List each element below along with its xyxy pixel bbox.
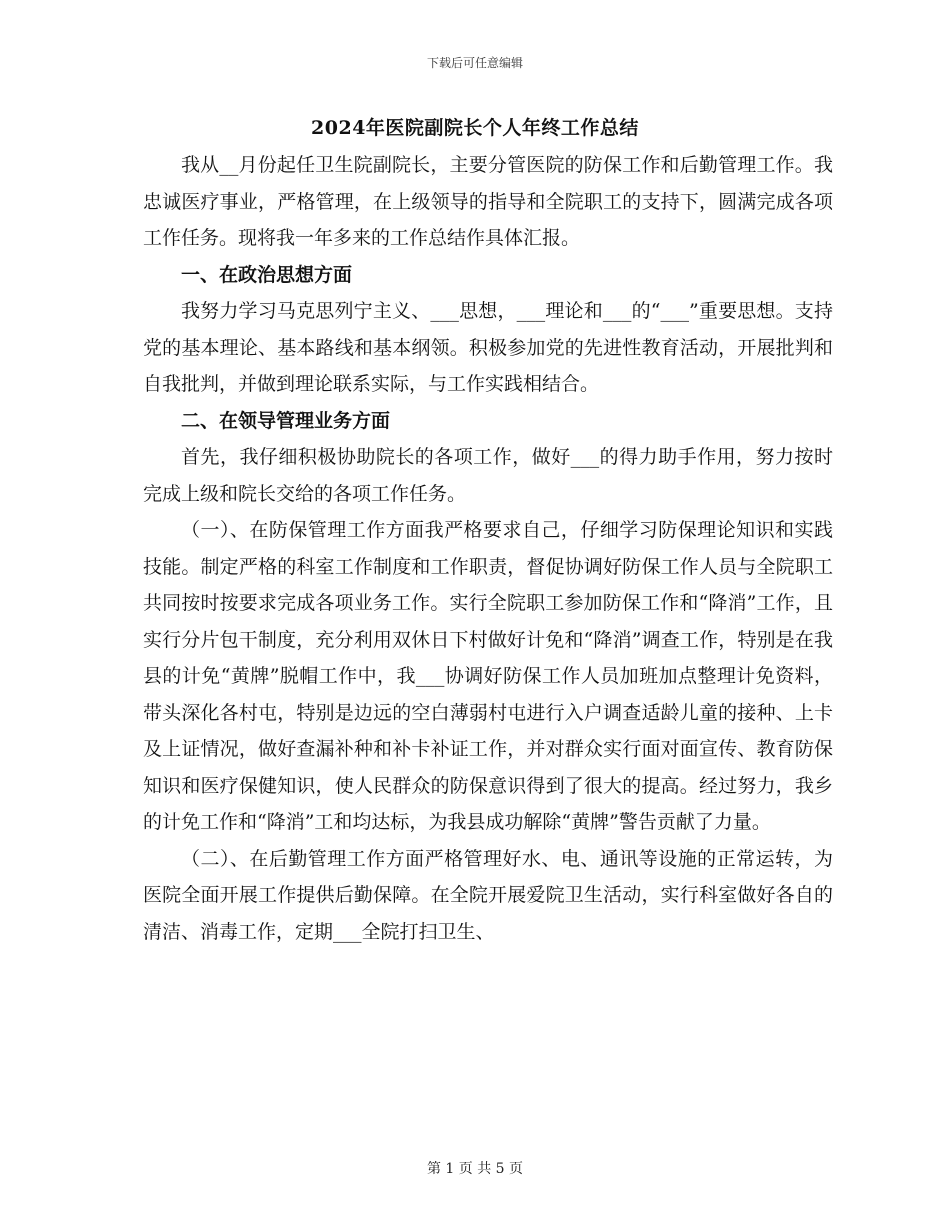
- management-intro-paragraph: 首先，我仔细积极协助院长的各项工作，做好___的得力助手作用，努力按时完成上级和院长交给的各项工作任务。: [143, 446, 833, 505]
- section-heading-management: 二、在领导管理业务方面: [181, 409, 391, 432]
- document-title: 2024年医院副院长个人年终工作总结: [311, 117, 639, 139]
- prevention-paragraph: （一）、在防保管理工作方面我严格要求自己，仔细学习防保理论知识和实践技能。制定严格的科室工作制度和工作职责，督促协调好防保工作人员与全院职工共同按时按要求完成各项业务工作。实行全院职工参加防保工作和“降消”工作，且实行分片包干制度，充分利用双休日下村做好计免和“降消”调查工作，特别是在我县的计免“黄牌”脱帽工作中，我___协调好防保工作人员加班加点整理计免资料，带头深化各村屯，特别是边远的空白薄弱村屯进行入户调查适龄儿童的接种、上卡及上证情况，做好查漏补种和补卡补证工作，并对群众实行面对面宣传、教育防保知识和医疗保健知识，使人民群众的防保意识得到了很大的提高。经过努力，我乡的计免工作和“降消”工和均达标，为我县成功解除“黄牌”警告贡献了力量。: [143, 519, 833, 833]
- logistics-paragraph: （二）、在后勤管理工作方面严格管理好水、电、通讯等设施的正常运转，为医院全面开展工作提供后勤保障。在全院开展爱院卫生活动，实行科室做好各自的清洁、消毒工作，定期___全院打扫卫生、: [143, 847, 833, 943]
- document-body: [143, 147, 833, 950]
- intro-paragraph: 我从__月份起任卫生院副院长，主要分管医院的防保工作和后勤管理工作。我忠诚医疗事业，严格管理，在上级领导的指导和全院职工的支持下，圆满完成各项工作任务。现将我一年多来的工作总结作具体汇报。: [143, 154, 833, 249]
- section-heading-politics: 一、在政治思想方面: [181, 263, 353, 286]
- politics-paragraph: 我努力学习马克思列宁主义、___思想，___理论和___的“___”重要思想。支持党的基本理论、基本路线和基本纲领。积极参加党的先进性教育活动，开展批判和自我批判，并做到理论联系实际，与工作实践相结合。: [143, 300, 833, 395]
- page-number: 第 1 页 共 5 页: [426, 1161, 524, 1177]
- header-note: 下载后可任意编辑: [426, 56, 523, 70]
